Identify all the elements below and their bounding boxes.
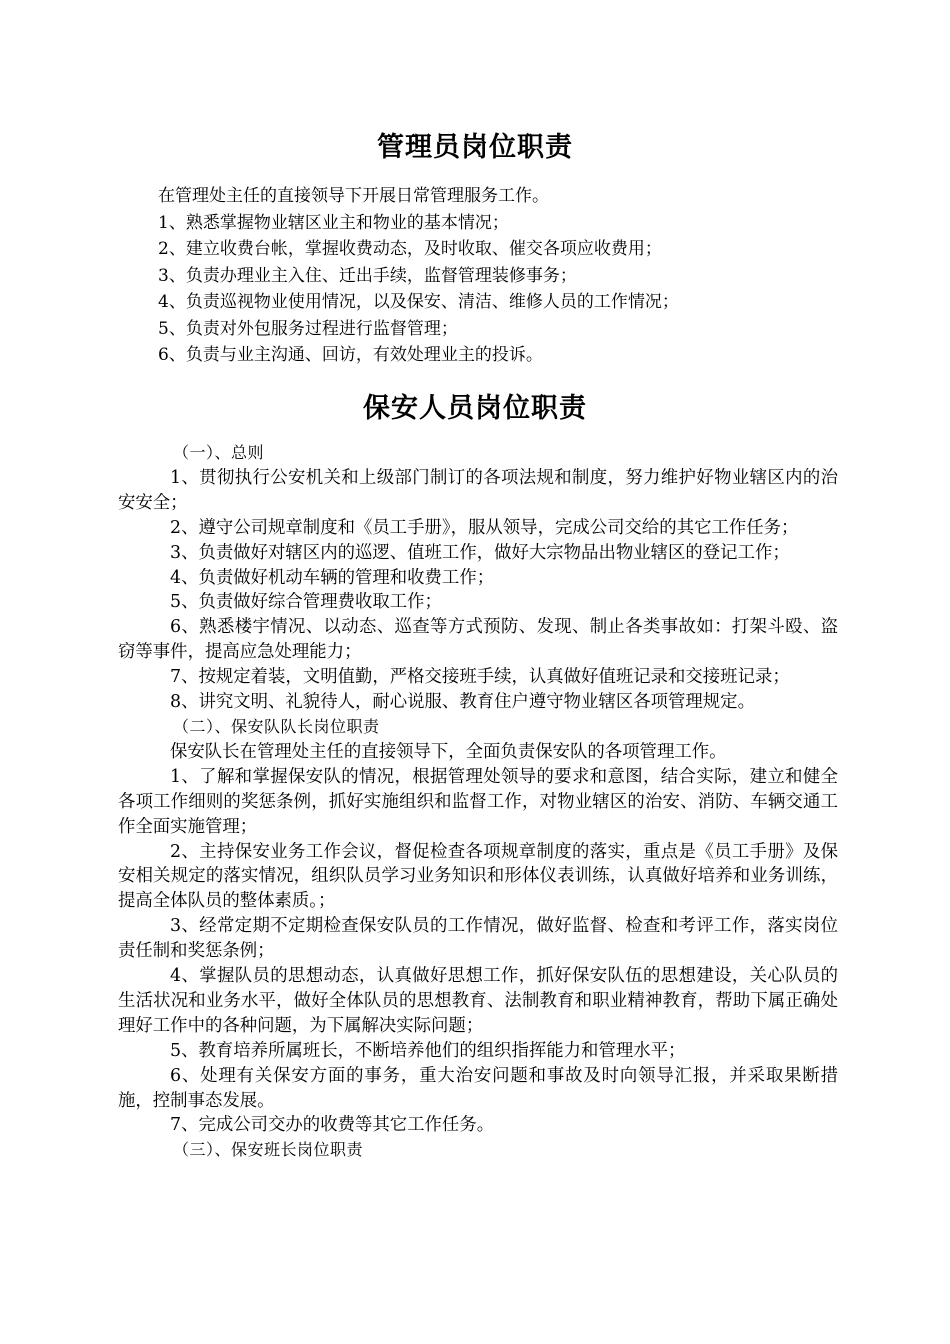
intro-line: 在管理处主任的直接领导下开展日常管理服务工作。	[158, 186, 549, 206]
list-item: 5、负责对外包服务过程进行监督管理；	[158, 318, 458, 339]
paragraph: 8、讲究文明、礼貌待人，耐心说服、教育住户遵守物业辖区各项管理规定。	[170, 692, 755, 713]
section-heading: （一）、总则	[173, 443, 265, 462]
paragraph: 保安队长在管理处主任的直接领导下，全面负责保安队的各项管理工作。	[170, 741, 727, 762]
paragraph: 5、教育培养所属班长，不断培养他们的组织指挥能力和管理水平；	[170, 1040, 686, 1061]
page-title-security: 保安人员岗位职责	[363, 393, 587, 424]
list-item: 1、熟悉掌握物业辖区业主和物业的基本情况；	[158, 212, 509, 233]
paragraph: 7、按规定着装，文明值勤，严格交接班手续，认真做好值班记录和交接班记录；	[170, 667, 790, 688]
page-title-manager: 管理员岗位职责	[377, 132, 573, 163]
paragraph: 4、负责做好机动车辆的管理和收费工作；	[170, 567, 495, 588]
paragraph: 6、熟悉楼宇情况、以动态、巡查等方式预防、发现、制止各类事故如：打架斗殴、盗窃等事件，提高应急处理能力；	[118, 617, 838, 663]
list-item: 2、建立收费台帐，掌握收费动态，及时收取、催交各项应收费用；	[158, 239, 662, 259]
list-item: 6、负责与业主沟通、回访，有效处理业主的投诉。	[158, 345, 543, 365]
list-item: 4、负责巡视物业使用情况，以及保安、清洁、维修人员的工作情况；	[158, 292, 679, 312]
paragraph: 1、了解和掌握保安队的情况，根据管理处领导的要求和意图，结合实际，建立和健全各项工作细则的奖惩条例，抓好实施组织和监督工作，对物业辖区的治安、消防、车辆交通工作全面实施管理；	[118, 766, 838, 837]
paragraph: 3、负责做好对辖区内的巡逻、值班工作，做好大宗物品出物业辖区的登记工作；	[170, 542, 790, 563]
paragraph: 4、掌握队员的思想动态，认真做好思想工作，抓好保安队伍的思想建设，关心队员的生活状况和业务水平，做好全体队员的思想教育、法制教育和职业精神教育，帮助下属正确处理好工作中的各种问题，为下属解决实际问题；	[118, 966, 838, 1036]
security-duties-body	[118, 441, 838, 1163]
section-heading: （二）、保安队队长岗位职责	[173, 716, 380, 736]
paragraph: 1、贯彻执行公安机关和上级部门制订的各项法规和制度，努力维护好物业辖区内的治安安全；	[118, 467, 838, 513]
section-heading: （三）、保安班长岗位职责	[173, 1140, 364, 1160]
paragraph: 2、遵守公司规章制度和《员工手册》，服从领导，完成公司交给的其它工作任务；	[170, 517, 799, 538]
paragraph: 3、经常定期不定期检查保安队员的工作情况，做好监督、检查和考评工作，落实岗位责任制和奖惩条例；	[118, 916, 838, 962]
paragraph: 5、负责做好综合管理费收取工作；	[170, 592, 442, 613]
paragraph: 7、完成公司交办的收费等其它工作任务。	[170, 1115, 495, 1136]
manager-duties-list	[158, 183, 918, 369]
list-item: 3、负责办理业主入住、迁出手续，监督管理装修事务；	[158, 265, 577, 286]
paragraph: 6、处理有关保安方面的事务，重大治安问题和事故及时向领导汇报，并采取果断措施，控制事态发展。	[118, 1065, 838, 1111]
paragraph: 2、主持保安业务工作会议，督促检查各项规章制度的落实，重点是《员工手册》及保安相关规定的落实情况，组织队员学习业务知识和形体仪表训练，认真做好培养和业务训练，提高全体队员的整体素质。；	[118, 841, 838, 912]
